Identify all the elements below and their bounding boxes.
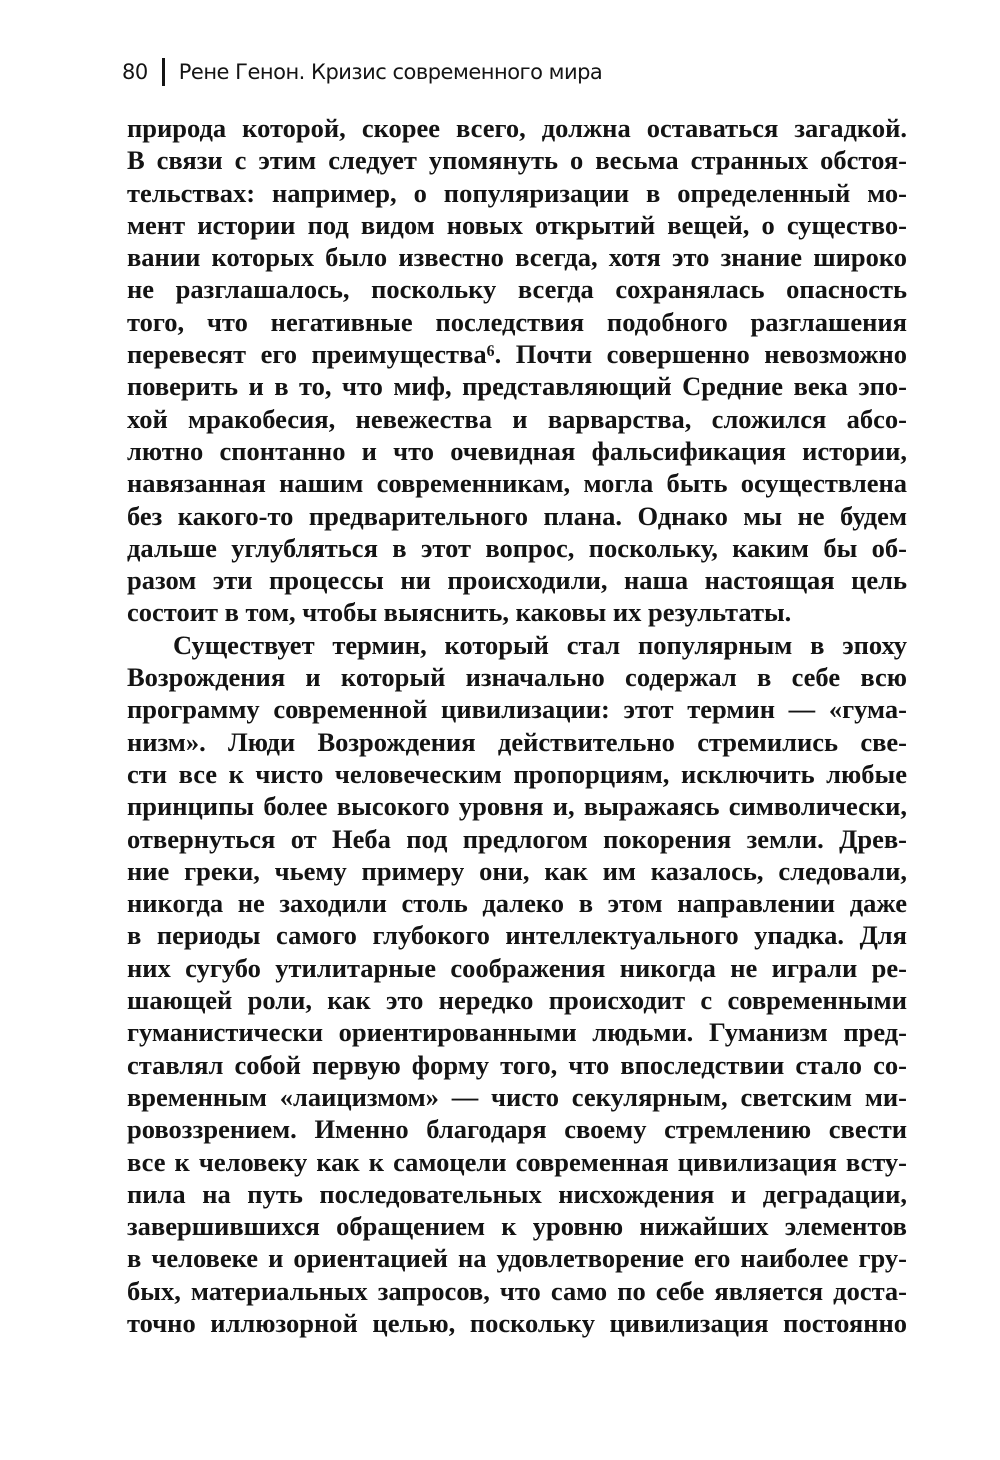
text-line: шающей роли, как это нередко происходит с современными (127, 985, 907, 1016)
text-line: тельствах: например, о популяризации в определенный мо- (127, 177, 907, 208)
running-title: Рене Генон. Кризис современного мира (178, 60, 603, 84)
text-line: ние греки, чьему примеру они, как им казалось, следовали, (127, 855, 907, 886)
text-line: точно иллюзорной целью, поскольку цивилизация постоянно (127, 1307, 907, 1338)
page-number: 80 (122, 60, 148, 84)
text-line: временным «лаицизмом» — чисто секулярным, светским ми- (127, 1081, 907, 1112)
text-line: того, что негативные последствия подобного разглашения (127, 306, 907, 337)
text-line: низм». Люди Возрождения действительно стремились све- (127, 726, 907, 757)
text-line: пила на путь последовательных нисхождения и деградации, (127, 1178, 907, 1209)
text-line: завершившихся обращением к уровню нижайших элементов (127, 1211, 907, 1242)
text-line: перевесят его преимущества⁶. Почти совершенно невозможно (127, 339, 907, 370)
text-line: навязанная нашим современникам, могла быть осуществлена (127, 468, 907, 499)
body-text (127, 112, 907, 1339)
text-line: ровоззрением. Именно благодаря своему стремлению свести (127, 1114, 907, 1145)
text-line: принципы более высокого уровня и, выражаясь символически, (127, 791, 907, 822)
text-line: них сугубо утилитарные соображения никогда не играли ре- (127, 952, 907, 983)
text-line: ставлял собой первую форму того, что впоследствии стало со- (127, 1049, 907, 1080)
text-line: поверить и в то, что миф, представляющий Средние века эпо- (127, 371, 907, 402)
text-line: природа которой, скорее всего, должна оставаться загадкой. (127, 113, 907, 143)
text-line: хой мракобесия, невежества и варварства, сложился абсо- (127, 403, 907, 434)
text-line: бых, материальных запросов, что само по себе является доста- (127, 1275, 907, 1306)
header-separator (162, 58, 165, 86)
paragraph (127, 629, 907, 1340)
running-header (122, 52, 602, 92)
text-line: в периоды самого глубокого интеллектуального упадка. Для (127, 920, 907, 951)
text-line: Возрождения и который изначально содержал в себе всю (127, 662, 907, 693)
text-line: сти все к чисто человеческим пропорциям, исключить любые (127, 758, 907, 789)
text-line: дальше углубляться в этот вопрос, поскольку, каким бы об- (127, 532, 907, 563)
paragraph (127, 112, 907, 629)
text-line: не разглашалось, поскольку всегда сохранялась опасность (127, 274, 907, 305)
text-line: никогда не заходили столь далеко в этом направлении даже (127, 888, 907, 919)
text-line: мент истории под видом новых открытий вещей, о существо- (127, 209, 907, 240)
text-line: состоит в том, чтобы выяснить, каковы их результаты. (127, 597, 792, 628)
text-line: разом эти процессы ни происходили, наша настоящая цель (127, 565, 907, 596)
text-line: без какого-то предварительного плана. Однако мы не будем (127, 500, 907, 531)
text-line: В связи с этим следует упомянуть о весьма странных обстоя- (127, 145, 907, 176)
text-line: отвернуться от Неба под предлогом покорения земли. Древ- (127, 823, 907, 854)
text-line: Существует термин, который стал популярным в эпоху (173, 629, 907, 660)
text-line: в человеке и ориентацией на удовлетворение его наиболее гру- (127, 1243, 907, 1274)
text-line: гуманистически ориентированными людьми. Гуманизм пред- (127, 1017, 907, 1048)
text-line: вании которых было известно всегда, хотя это знание широко (127, 242, 907, 273)
text-line: лютно спонтанно и что очевидная фальсификация истории, (127, 435, 907, 466)
text-line: все к человеку как к самоцели современная цивилизация всту- (127, 1146, 907, 1177)
text-line: программу современной цивилизации: этот термин — «гума- (127, 694, 907, 725)
